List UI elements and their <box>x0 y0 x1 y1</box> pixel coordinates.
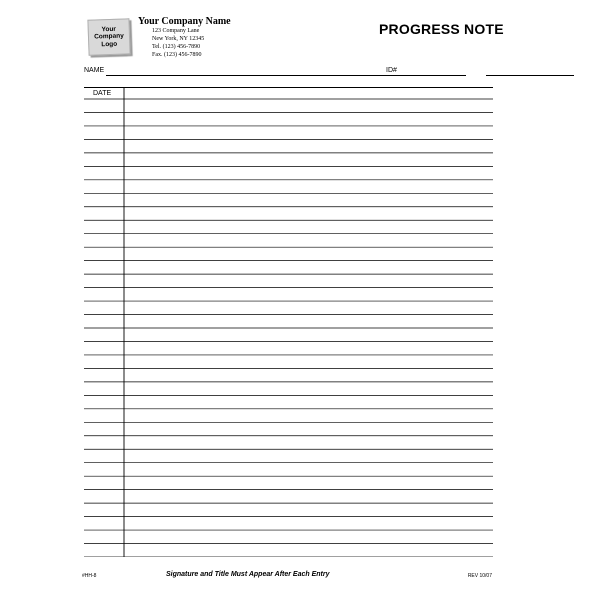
date-column-header: DATE <box>93 90 112 97</box>
company-address: 123 Company Lane <box>152 28 200 34</box>
logo-line-3: Logo <box>101 40 118 49</box>
page-title: PROGRESS NOTE <box>379 21 504 37</box>
notes-table <box>84 87 493 557</box>
revision: REV 10/07 <box>467 573 492 579</box>
logo-line-1: Your <box>101 25 117 34</box>
company-info <box>138 16 231 59</box>
id-label: ID# <box>386 67 397 74</box>
notes-table-lines <box>84 87 493 557</box>
company-city: New York, NY 12345 <box>152 36 205 42</box>
id-field[interactable] <box>486 75 574 76</box>
footer <box>82 571 498 581</box>
name-label: NAME <box>84 67 105 74</box>
logo-line-2: Company <box>94 32 124 41</box>
company-logo <box>87 18 130 55</box>
form-code: #HH-8 <box>82 573 97 579</box>
name-field[interactable] <box>106 75 466 76</box>
company-fax: Fax. (123) 456-7890 <box>152 52 202 58</box>
name-id-row <box>84 67 492 79</box>
signature-note: Signature and Title Must Appear After Each Entry <box>166 571 330 578</box>
company-tel: Tel. (123) 456-7890 <box>152 44 201 50</box>
company-name: Your Company Name <box>138 16 231 27</box>
